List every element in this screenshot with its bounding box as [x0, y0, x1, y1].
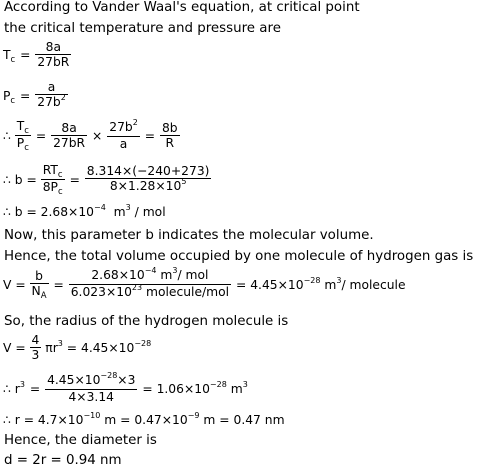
- pc-denominator: $27b^2$: [37, 93, 66, 109]
- b-result-per: / mol: [134, 205, 166, 219]
- b-num-values: 8.314×(−240+273): [86, 164, 210, 178]
- tc-equation: [3, 40, 71, 69]
- b-den-values: $8\times 1.28\times 10^5$: [85, 178, 212, 195]
- v-lhs: V =: [3, 277, 26, 292]
- v-den-value: $6.023\times 10^{23}$ molecule/mol: [70, 283, 230, 299]
- volume-expression: [3, 268, 407, 301]
- intro-line-2: the critical temperature and pressure are: [4, 21, 281, 36]
- tc-equals: =: [20, 47, 31, 62]
- text-diameter: Hence, the diameter is: [4, 433, 157, 448]
- pc-den-exponent: 2: [60, 93, 66, 102]
- sphere-den: 3: [31, 348, 40, 362]
- tc-numerator: 8a: [45, 40, 62, 54]
- ratio-equals-1: =: [35, 128, 47, 143]
- diameter-result: d = 2r = 0.94 nm: [4, 453, 122, 468]
- ratio-den-a: a: [107, 136, 140, 151]
- ratio-num-8a: 8a: [61, 121, 77, 135]
- pc-equals: =: [20, 88, 31, 103]
- ratio-den-r: R: [160, 135, 180, 150]
- therefore-symbol: ∴: [3, 205, 11, 219]
- sphere-volume-expression: [3, 333, 151, 362]
- sphere-lhs: V =: [3, 340, 26, 355]
- ratio-times: ×: [92, 128, 103, 143]
- b-equals: =: [69, 172, 80, 187]
- b-result-value: b = 2.68×10: [14, 205, 95, 219]
- tc-subscript: c: [10, 54, 16, 65]
- r3-denominator: 4×3.14: [45, 389, 137, 404]
- therefore-symbol: ∴: [3, 413, 11, 427]
- intro-line-1: According to Vander Waal's equation, at critical point: [4, 0, 360, 15]
- v-result: = $4.45\times 10^{-28}$ $m^3/$ molecule: [236, 275, 406, 292]
- b-den-8pc: $8P_c$: [42, 180, 63, 197]
- ratio-num-8b: 8b: [161, 121, 178, 135]
- b-expression: [3, 163, 211, 196]
- r3-result: = $1.06\times 10^{-28}$ $m^3$: [142, 379, 248, 396]
- sphere-num: 4: [31, 333, 40, 347]
- b-result: ∴ $b = 2.68\times 10^{-4}$ $m^3$ / mol: [3, 203, 166, 219]
- r3-equals: =: [29, 381, 41, 396]
- r3-numerator: $4.45\times 10^{-28}\times 3$: [47, 371, 136, 387]
- tc-denominator: 27bR: [37, 55, 70, 69]
- v-num-value: $2.68\times 10^{-4}$ $m^3/$ mol: [91, 266, 209, 282]
- text-hence-volume: Hence, the total volume occupied by one molecule of hydrogen gas is: [4, 249, 474, 264]
- b-lhs: b =: [14, 172, 37, 187]
- ratio-equation: [3, 119, 180, 152]
- ratio-num-tc: $T_c$: [16, 119, 29, 136]
- v-den-na: $N_A$: [31, 284, 47, 301]
- therefore-symbol: ∴: [3, 128, 11, 143]
- text-now: Now, this parameter b indicates the molecular volume.: [4, 228, 374, 243]
- pc-symbol: P: [3, 88, 11, 103]
- ratio-num-27b2: $27b^2$: [109, 118, 138, 134]
- b-num-rtc: $RT_c$: [42, 163, 63, 180]
- v-equals-1: =: [53, 277, 64, 292]
- therefore-symbol: ∴: [3, 381, 11, 396]
- r-result: ∴ $r = 4.7\times 10^{-10}$ $m = 0.47\times 10^{-9}$ m = 0.47 nm: [3, 411, 285, 427]
- b-result-unit: m: [113, 205, 126, 219]
- ratio-equals-2: =: [144, 128, 156, 143]
- v-num-b: b: [35, 269, 43, 283]
- r-cubed-expression: [3, 373, 249, 404]
- r3-lhs: $r^3$: [14, 379, 25, 396]
- b-result-exponent: −4: [94, 203, 106, 212]
- pc-subscript: c: [10, 95, 16, 106]
- therefore-symbol: ∴: [3, 172, 11, 187]
- pc-equation: [3, 80, 68, 111]
- pc-numerator: a: [47, 80, 56, 94]
- ratio-den-27br: 27bR: [53, 136, 86, 150]
- sphere-rest: $\pi r^3 = 4.45\times 10^{-28}$: [45, 338, 152, 355]
- ratio-den-pc: $P_c$: [15, 135, 31, 152]
- text-radius: So, the radius of the hydrogen molecule is: [4, 314, 289, 329]
- tc-symbol: T: [3, 47, 11, 62]
